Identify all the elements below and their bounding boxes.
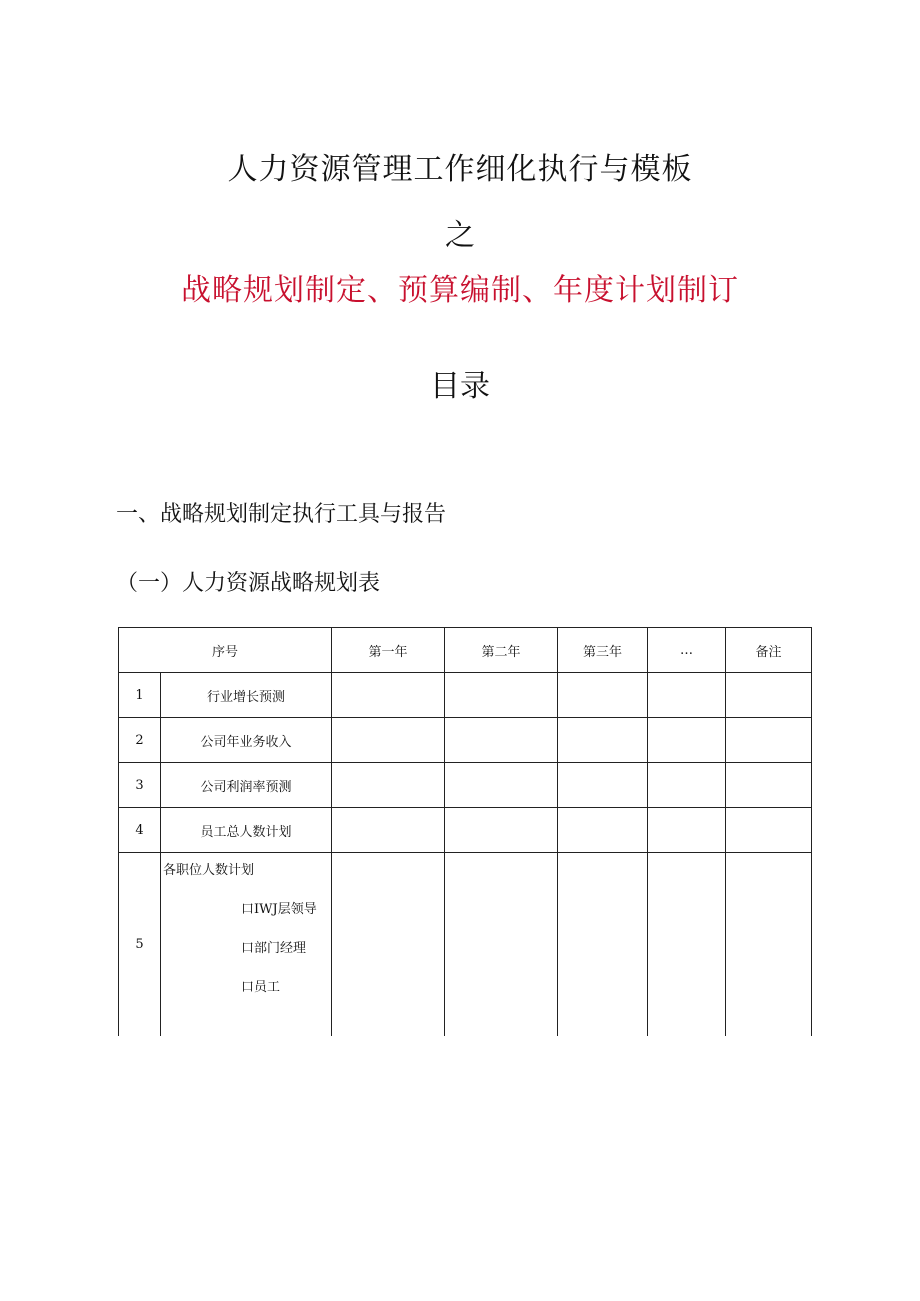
subsection-heading: （一）人力资源战略规划表 [116, 571, 381, 596]
row-subitem: 口员工 [241, 980, 281, 995]
row-number: 1 [119, 673, 161, 718]
row-item-multiline [161, 853, 332, 1037]
cell-ellipsis[interactable] [648, 718, 726, 763]
cell-notes[interactable] [726, 808, 812, 853]
row-number: 4 [119, 808, 161, 853]
cell-year-1[interactable] [332, 853, 445, 1037]
row-item: 公司年业务收入 [161, 718, 332, 763]
header-year-2: 第二年 [445, 628, 558, 673]
table-row [119, 673, 812, 718]
cell-year-1[interactable] [332, 718, 445, 763]
strategy-plan-table [118, 627, 811, 1036]
cell-year-2[interactable] [445, 718, 558, 763]
table-row [119, 718, 812, 763]
cell-year-3[interactable] [558, 718, 648, 763]
header-year-1: 第一年 [332, 628, 445, 673]
cell-notes[interactable] [726, 718, 812, 763]
cell-year-3[interactable] [558, 673, 648, 718]
page-subtitle: 战略规划制定、预算编制、年度计划制订 [181, 273, 739, 308]
table-header-row [119, 628, 812, 673]
cell-notes[interactable] [726, 673, 812, 718]
cell-year-3[interactable] [558, 853, 648, 1037]
cell-notes[interactable] [726, 763, 812, 808]
toc-heading: 目录 [430, 369, 490, 404]
cell-year-2[interactable] [445, 853, 558, 1037]
page-title: 人力资源管理工作细化执行与模板 [227, 152, 693, 187]
table-row [119, 763, 812, 808]
cell-notes[interactable] [726, 853, 812, 1037]
cell-year-1[interactable] [332, 763, 445, 808]
cell-year-3[interactable] [558, 808, 648, 853]
header-index: 序号 [119, 628, 332, 673]
cell-ellipsis[interactable] [648, 853, 726, 1037]
header-ellipsis: … [648, 628, 726, 673]
cell-year-2[interactable] [445, 673, 558, 718]
row-number: 5 [119, 853, 161, 1037]
table-row [119, 853, 812, 1037]
row-number: 2 [119, 718, 161, 763]
cell-year-1[interactable] [332, 673, 445, 718]
section-heading: 一、战略规划制定执行工具与报告 [116, 502, 447, 527]
row-number: 3 [119, 763, 161, 808]
row-item: 公司利润率预测 [161, 763, 332, 808]
header-notes: 备注 [726, 628, 812, 673]
row-item: 员工总人数计划 [161, 808, 332, 853]
row-item: 行业增长预测 [161, 673, 332, 718]
cell-ellipsis[interactable] [648, 808, 726, 853]
row-item-lead: 各职位人数计划 [163, 863, 255, 878]
header-year-3: 第三年 [558, 628, 648, 673]
title-connector: 之 [445, 218, 475, 253]
cell-ellipsis[interactable] [648, 763, 726, 808]
row-subitem: 口部门经理 [241, 941, 307, 956]
cell-year-2[interactable] [445, 808, 558, 853]
row-subitem: 口IWJ层领导 [241, 902, 317, 917]
cell-ellipsis[interactable] [648, 673, 726, 718]
table-row [119, 808, 812, 853]
cell-year-2[interactable] [445, 763, 558, 808]
cell-year-3[interactable] [558, 763, 648, 808]
cell-year-1[interactable] [332, 808, 445, 853]
